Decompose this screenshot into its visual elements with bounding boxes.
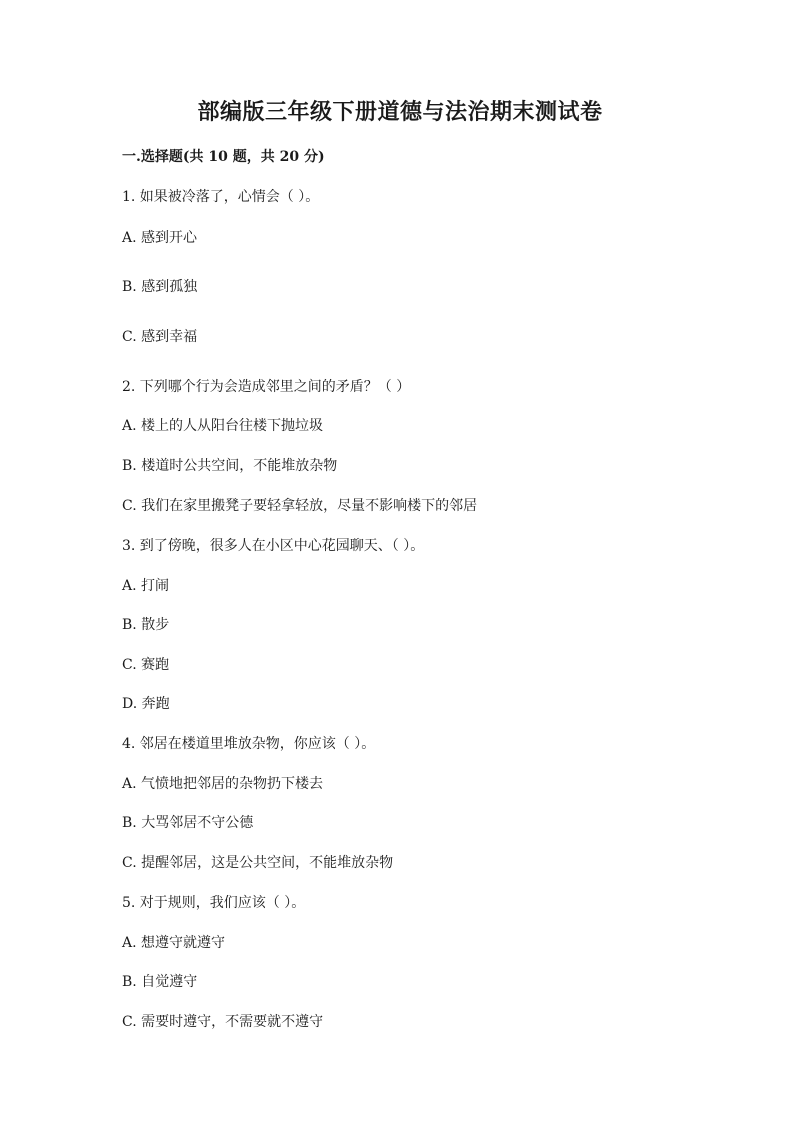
question-1-stem: 1. 如果被冷落了，心情会（ ）。 — [122, 189, 320, 205]
question-3-option-b: B. 散步 — [122, 617, 170, 633]
question-1-option-c: C. 感到幸福 — [122, 329, 198, 345]
question-3-option-d: D. 奔跑 — [122, 696, 170, 712]
question-2-option-a: A. 楼上的人从阳台往楼下抛垃圾 — [122, 418, 324, 434]
question-5-option-c: C. 需要时遵守，不需要就不遵守 — [122, 1014, 324, 1030]
question-5-option-b: B. 自觉遵守 — [122, 974, 198, 990]
question-1-option-a: A. 感到开心 — [122, 230, 198, 246]
question-5-stem: 5. 对于规则，我们应该（ ）。 — [122, 895, 306, 911]
question-4-option-b: B. 大骂邻居不守公德 — [122, 815, 254, 831]
question-2-stem: 2. 下列哪个行为会造成邻里之间的矛盾？（ ） — [122, 379, 411, 395]
question-2-option-b: B. 楼道时公共空间，不能堆放杂物 — [122, 458, 338, 474]
section-heading: 一.选择题(共 10 题，共 20 分) — [122, 149, 325, 165]
question-4-option-c: C. 提醒邻居，这是公共空间，不能堆放杂物 — [122, 855, 394, 871]
question-3-stem: 3. 到了傍晚，很多人在小区中心花园聊天、（ ）。 — [122, 538, 425, 554]
question-5-option-a: A. 想遵守就遵守 — [122, 935, 226, 951]
document-title: 部编版三年级下册道德与法治期末测试卷 — [197, 99, 603, 125]
question-3-option-c: C. 赛跑 — [122, 657, 170, 673]
question-3-option-a: A. 打闹 — [122, 578, 170, 594]
question-2-option-c: C. 我们在家里搬凳子要轻拿轻放，尽量不影响楼下的邻居 — [122, 498, 478, 514]
question-4-option-a: A. 气愤地把邻居的杂物扔下楼去 — [122, 776, 324, 792]
question-4-stem: 4. 邻居在楼道里堆放杂物，你应该（ ）。 — [122, 736, 376, 752]
question-1-option-b: B. 感到孤独 — [122, 279, 198, 295]
